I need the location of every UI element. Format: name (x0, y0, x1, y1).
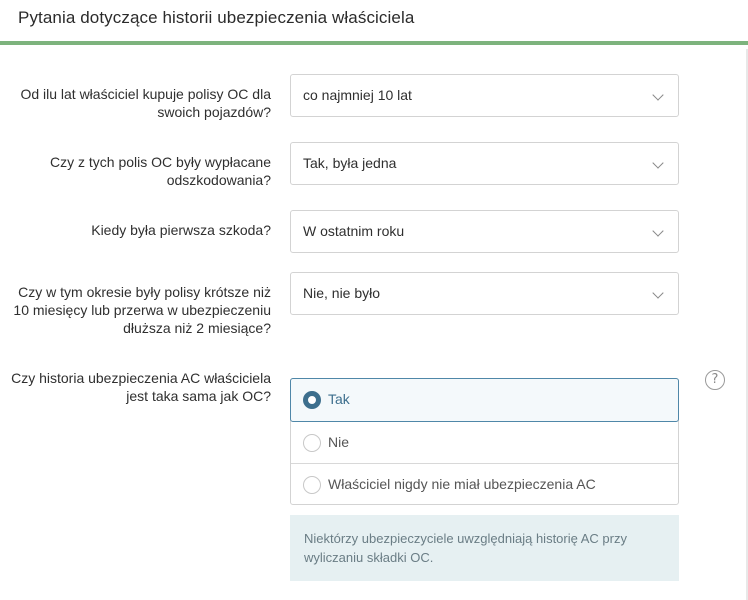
question-claims-label (0, 153, 271, 189)
question-label-line: Kiedy była pierwsza szkoda? (91, 222, 271, 238)
radio-option-tak[interactable] (290, 378, 679, 422)
question-label-line: 10 miesięcy lub przerwa w ubezpieczeniu (13, 302, 271, 318)
gap-select-value: Nie, nie było (303, 285, 381, 301)
question-label-line: dłuższa niż 2 miesiące? (123, 320, 271, 336)
question-label-line: Czy w tym okresie były polisy krótsze niż (18, 284, 271, 300)
section-header (0, 0, 748, 45)
ac-history-radio-group (290, 378, 679, 505)
info-text: Niektórzy ubezpieczyciele uwzględniają historię AC przy wyliczaniu składki OC. (304, 531, 627, 565)
question-label-line: odszkodowania? (166, 172, 271, 188)
radio-label: Nie (328, 434, 350, 450)
question-label-line: Czy z tych polis OC były wypłacane (50, 154, 271, 170)
radio-button[interactable] (303, 476, 321, 494)
first-claim-select[interactable] (290, 210, 679, 253)
radio-option-never-had-ac[interactable] (291, 463, 678, 505)
chevron-down-icon (652, 287, 663, 298)
question-ac-history-label (0, 369, 271, 405)
help-icon[interactable]: ? (705, 370, 725, 390)
question-label-line: jest taka sama jak OC? (126, 388, 271, 404)
radio-option-nie[interactable] (291, 422, 678, 464)
years-oc-select-value: co najmniej 10 lat (303, 87, 412, 103)
first-claim-select-value: W ostatnim roku (303, 223, 405, 239)
claims-select-value: Tak, była jedna (303, 155, 397, 171)
question-gap-label (0, 283, 271, 337)
question-first-claim-label (0, 221, 271, 239)
radio-button-checked[interactable] (303, 391, 321, 409)
page-title: Pytania dotyczące historii ubezpieczenia właściciela (18, 8, 415, 27)
question-years-oc-label (0, 85, 271, 121)
radio-button[interactable] (303, 434, 321, 452)
question-label-line: Czy historia ubezpieczenia AC właściciela (11, 370, 271, 386)
years-oc-select[interactable] (290, 74, 679, 117)
question-label-line: Od ilu lat właściciel kupuje polisy OC dla (20, 86, 271, 102)
question-label-line: swoich pojazdów? (157, 104, 271, 120)
info-box (290, 515, 679, 581)
chevron-down-icon (652, 157, 663, 168)
chevron-down-icon (652, 89, 663, 100)
chevron-down-icon (652, 225, 663, 236)
radio-label: Tak (328, 391, 350, 407)
claims-select[interactable] (290, 142, 679, 185)
gap-select[interactable] (290, 272, 679, 315)
radio-label: Właściciel nigdy nie miał ubezpieczenia AC (328, 476, 596, 492)
